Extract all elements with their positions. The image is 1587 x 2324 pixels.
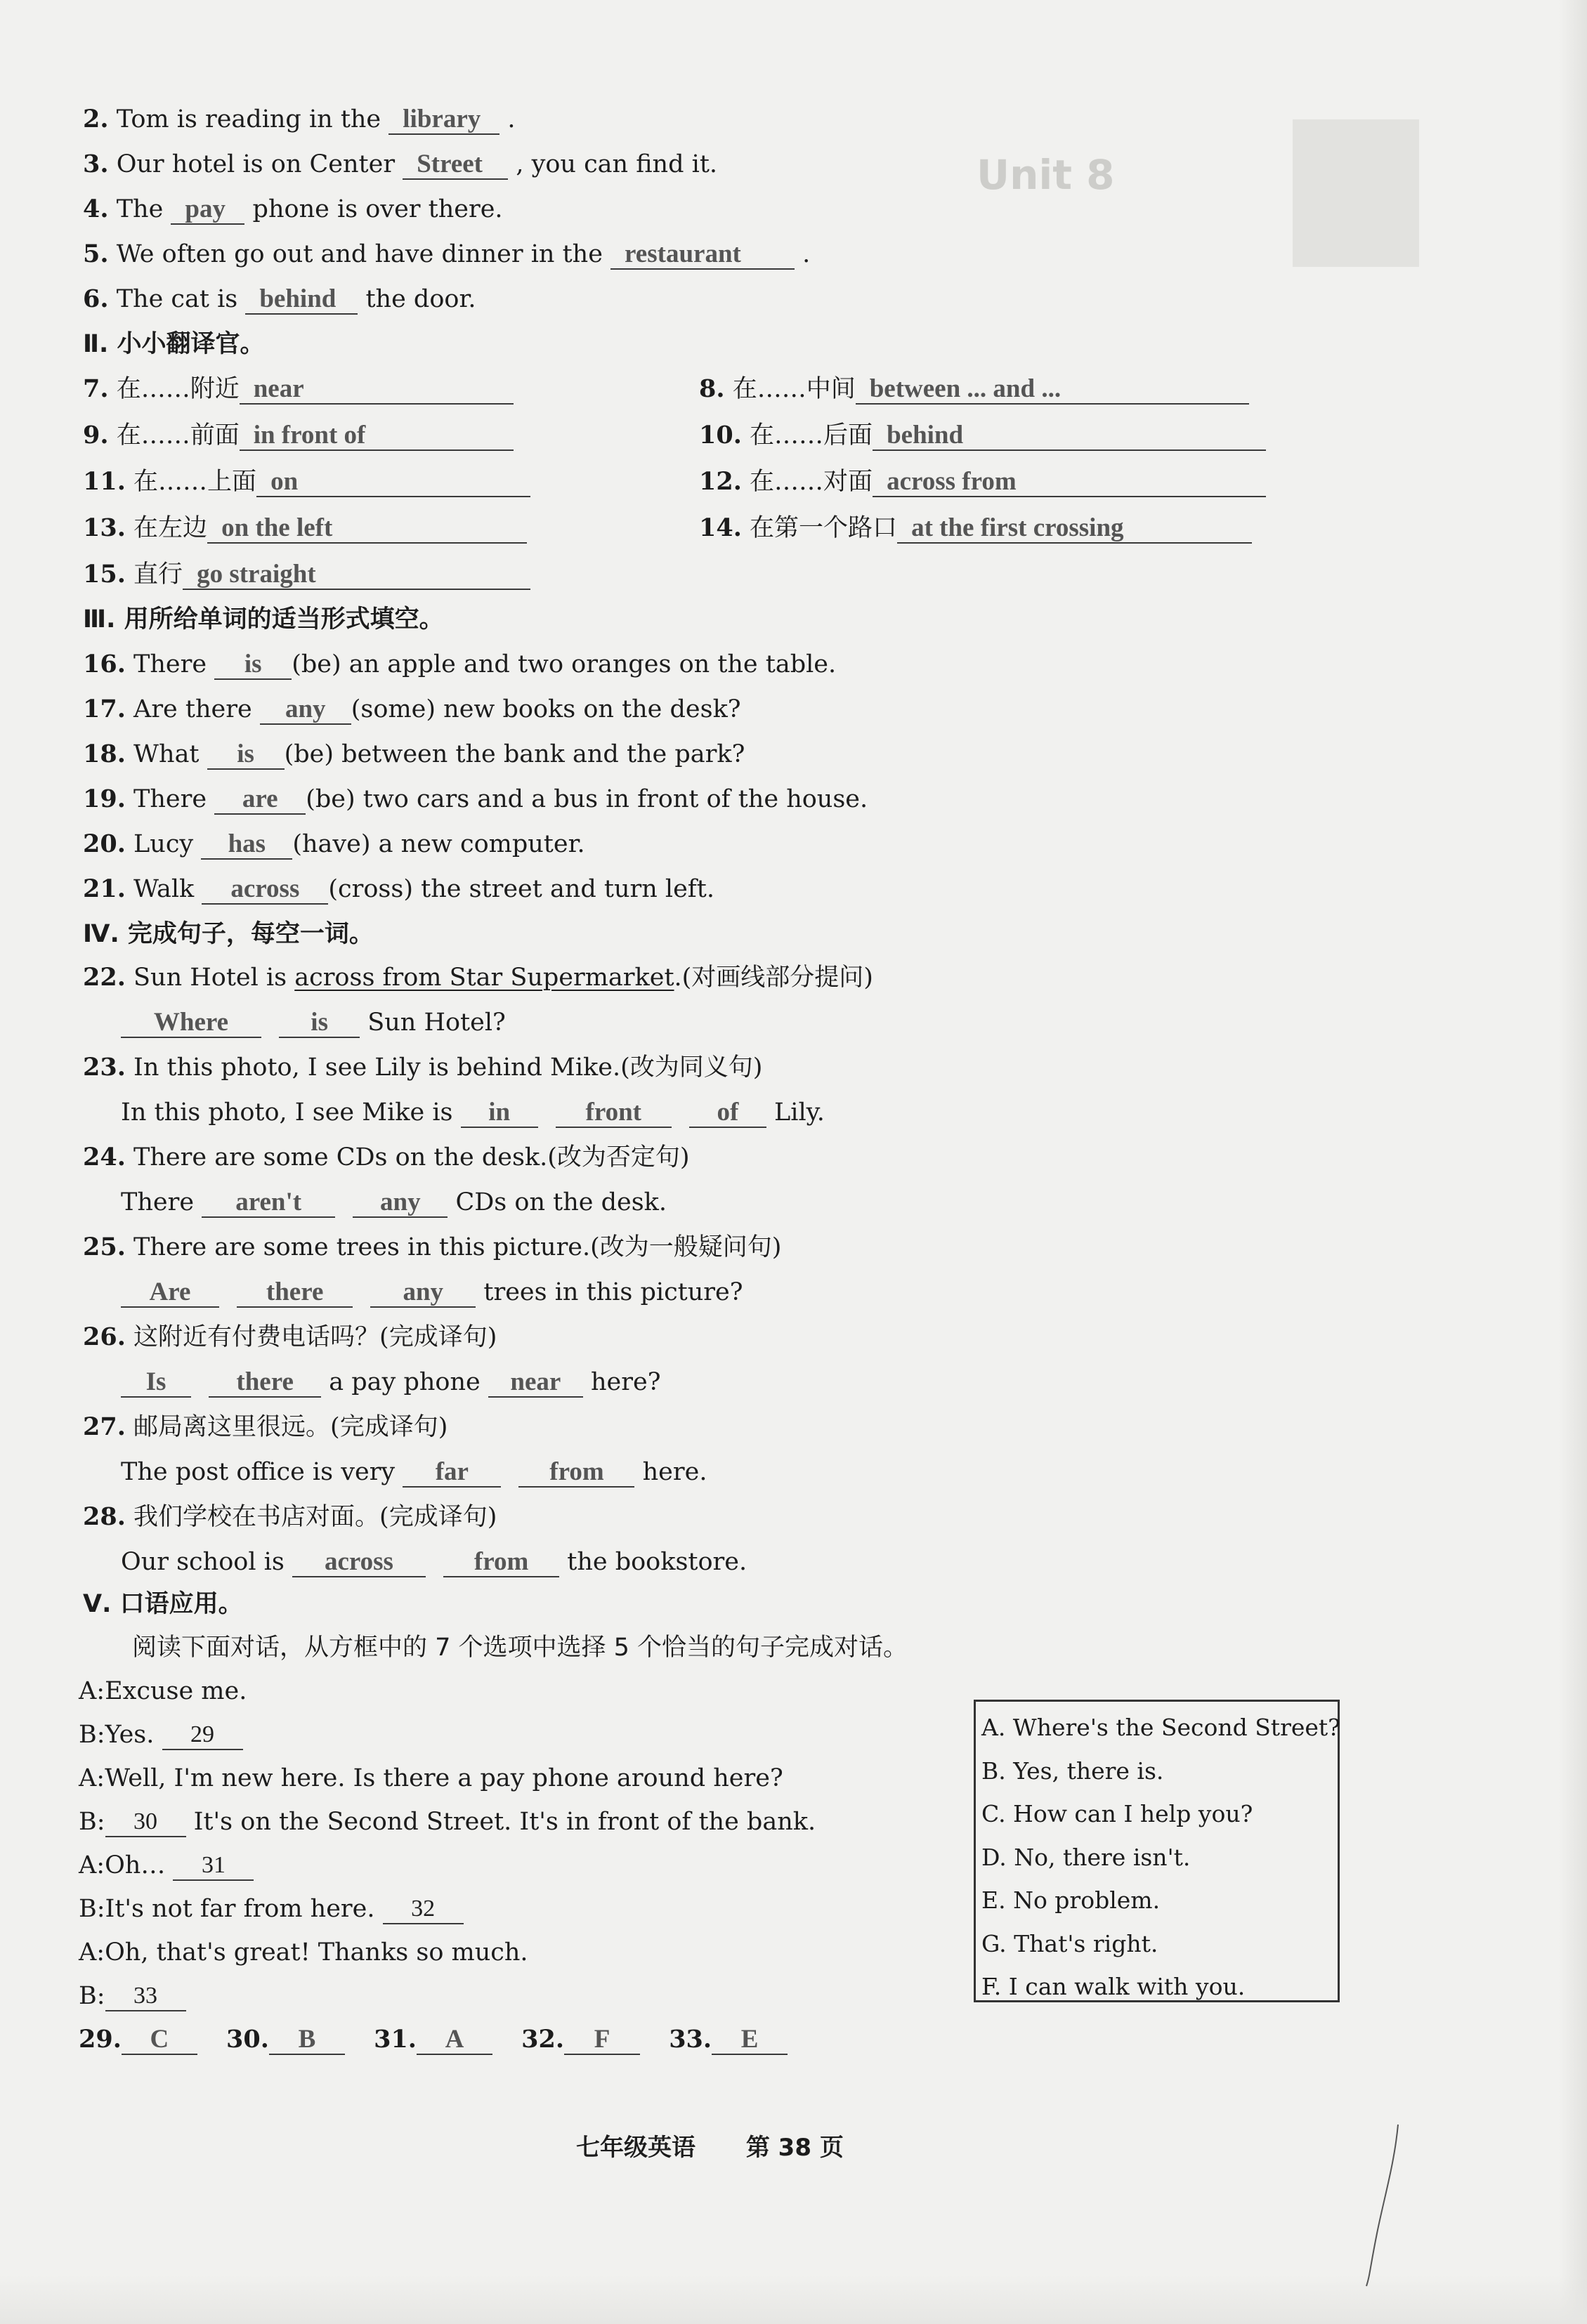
fill-item-4: 4. The pay phone is over there. [83, 195, 503, 223]
option-c: C. How can I help you? [981, 1800, 1253, 1827]
answer-blank[interactable]: F [564, 2026, 640, 2055]
answer-blank[interactable]: E [712, 2026, 788, 2055]
page-footer [576, 2128, 844, 2162]
answer-blank[interactable]: Street [403, 150, 508, 180]
sentence-item-26-answer: Is there a pay phone near here? [121, 1367, 660, 1398]
answer-blank[interactable]: is [214, 650, 292, 680]
translation-item-14: 14. 在第一个路口 at the first crossing [699, 513, 1252, 544]
answer-blank[interactable]: in front of [240, 421, 514, 451]
fill-item-3: 3. Our hotel is on Center Street , you can find it. [83, 150, 718, 178]
answer-blank[interactable]: are [214, 785, 306, 815]
sentence-item-26: 26. 这附近有付费电话吗？(完成译句) [83, 1322, 497, 1351]
translation-item-8: 8. 在……中间 between ... and ... [699, 374, 1249, 405]
sentence-item-25-answer: Are there any trees in this picture? [121, 1277, 743, 1308]
answer-blank[interactable]: A [417, 2026, 492, 2055]
translation-item-9: 9. 在……前面 in front of [83, 420, 514, 451]
answer-blank[interactable]: at the first crossing [897, 514, 1252, 544]
answer-blank[interactable]: 30 [105, 1808, 186, 1837]
sentence-item-27: 27. 邮局离这里很远。(完成译句) [83, 1412, 448, 1441]
option-e: E. No problem. [981, 1886, 1161, 1914]
answer-blank[interactable]: Where [121, 1009, 261, 1038]
dialog-line-8: B: 33 [79, 1981, 186, 2011]
footer-subject: 七年级英语 [576, 2134, 695, 2162]
answer-blank[interactable]: from [518, 1458, 634, 1488]
answer-blank[interactable]: on [256, 468, 530, 497]
dialog-line-1: A:Excuse me. [79, 1677, 247, 1705]
scan-bottom-shadow [0, 2275, 1587, 2324]
dialog-instructions: 阅读下面对话，从方框中的 7 个选项中选择 5 个恰当的句子完成对话。 [132, 1634, 908, 1662]
answer-blank[interactable]: aren't [202, 1188, 335, 1218]
answer-blank[interactable]: is [279, 1009, 360, 1038]
answer-blank[interactable]: 29 [162, 1721, 243, 1750]
answer-blank[interactable]: C [122, 2026, 197, 2055]
option-a: A. Where's the Second Street? [981, 1714, 1340, 1741]
answer-blank[interactable]: from [443, 1548, 559, 1577]
section-heading-3: Ⅲ. 用所给单词的适当形式填空。 [83, 605, 444, 633]
fill-item-2: 2. Tom is reading in the library . [83, 105, 516, 133]
answer-blank[interactable]: far [403, 1458, 501, 1488]
bleed-through-block [1293, 119, 1419, 267]
answer-blank[interactable]: any [353, 1188, 448, 1218]
answer-blank[interactable]: is [207, 740, 285, 770]
form-item-17: 17. Are there any (some) new books on the desk? [83, 695, 741, 723]
sentence-item-22: 22. Sun Hotel is across from Star Supermarket.(对画线部分提问) [83, 963, 873, 992]
sentence-item-22-answer: Where is Sun Hotel? [121, 1007, 506, 1038]
sentence-item-28-answer: Our school is across from the bookstore. [121, 1547, 747, 1576]
answer-blank[interactable]: near [240, 375, 514, 405]
translation-item-11: 11. 在……上面 on [83, 466, 530, 497]
fill-item-6: 6. The cat is behind the door. [83, 284, 476, 313]
sentence-item-25: 25. There are some trees in this picture.(改为一般疑问句) [83, 1233, 782, 1261]
answer-blank[interactable]: restaurant [610, 240, 795, 270]
form-item-20: 20. Lucy has (have) a new computer. [83, 829, 585, 858]
answer-blank[interactable]: there [209, 1368, 321, 1398]
sentence-item-27-answer: The post office is very far from here. [121, 1457, 707, 1486]
dialog-line-7: A:Oh, that's great! Thanks so much. [79, 1938, 528, 1967]
answer-blank[interactable]: 33 [105, 1982, 186, 2011]
answer-blank[interactable]: between ... and ... [856, 375, 1249, 405]
answer-blank[interactable]: has [201, 830, 292, 860]
answer-blank[interactable]: any [370, 1278, 476, 1308]
option-b: B. Yes, there is. [981, 1757, 1164, 1785]
translation-item-13: 13. 在左边 on the left [83, 513, 527, 544]
section-heading-5: Ⅴ. 口语应用。 [83, 1590, 243, 1618]
form-item-19: 19. There are (be) two cars and a bus in front of the house. [83, 784, 868, 813]
answer-blank[interactable]: in [461, 1098, 538, 1128]
sentence-item-24: 24. There are some CDs on the desk.(改为否定句) [83, 1143, 690, 1171]
answer-blank[interactable]: across [292, 1548, 426, 1577]
option-d: D. No, there isn't. [981, 1843, 1191, 1871]
answer-blank[interactable]: front [556, 1098, 672, 1128]
answer-blank[interactable]: 31 [173, 1851, 254, 1881]
dialog-line-3: A:Well, I'm new here. Is there a pay phone around here? [79, 1764, 783, 1792]
options-box [974, 1700, 1340, 2002]
answer-row: 29. C 30. B 31. A 32. F 33. E [79, 2024, 788, 2055]
answer-blank[interactable]: near [488, 1368, 583, 1398]
section-heading-2: Ⅱ. 小小翻译官。 [83, 330, 265, 358]
sentence-item-28: 28. 我们学校在书店对面。(完成译句) [83, 1502, 497, 1531]
answer-blank[interactable]: behind [873, 421, 1266, 451]
answer-blank[interactable]: across from [873, 468, 1266, 497]
pen-scribble [1356, 2121, 1412, 2290]
footer-page-number: 第 38 页 [745, 2134, 844, 2162]
answer-blank[interactable]: any [260, 695, 351, 725]
translation-item-15: 15. 直行 go straight [83, 559, 530, 590]
translation-item-7: 7. 在……附近 near [83, 374, 514, 405]
translation-item-10: 10. 在……后面 behind [699, 420, 1266, 451]
dialog-line-5: A:Oh… 31 [79, 1850, 254, 1881]
answer-blank[interactable]: behind [245, 285, 358, 315]
answer-blank[interactable]: go straight [183, 560, 530, 590]
answer-blank[interactable]: library [388, 105, 499, 135]
option-g: G. That's right. [981, 1929, 1158, 1957]
answer-blank[interactable]: Is [121, 1368, 191, 1398]
section-heading-4: Ⅳ. 完成句子，每空一词。 [83, 920, 374, 948]
sentence-item-24-answer: There aren't any CDs on the desk. [121, 1188, 667, 1216]
scan-edge-shadow [1559, 0, 1587, 2324]
answer-blank[interactable]: Are [121, 1278, 219, 1308]
answer-blank[interactable]: across [202, 875, 328, 905]
sentence-item-23: 23. In this photo, I see Lily is behind Mike.(改为同义句) [83, 1053, 763, 1082]
dialog-line-2: B:Yes. 29 [79, 1719, 243, 1750]
answer-blank[interactable]: pay [171, 195, 244, 225]
answer-blank[interactable]: B [269, 2026, 345, 2055]
form-item-21: 21. Walk across (cross) the street and turn left. [83, 874, 714, 903]
sentence-item-23-answer: In this photo, I see Mike is in front of Lily. [121, 1098, 825, 1127]
answer-blank[interactable]: 32 [383, 1895, 464, 1924]
form-item-16: 16. There is (be) an apple and two oranges on the table. [83, 650, 837, 678]
option-f: F. I can walk with you. [981, 1973, 1246, 2000]
form-item-18: 18. What is (be) between the bank and the park? [83, 740, 745, 768]
dialog-line-4: B: 30 It's on the Second Street. It's in front of the bank. [79, 1808, 816, 1836]
answer-blank[interactable]: there [237, 1278, 353, 1308]
answer-blank[interactable]: of [689, 1098, 766, 1128]
fill-item-5: 5. We often go out and have dinner in the restaurant . [83, 239, 811, 268]
dialog-line-6: B:It's not far from here. 32 [79, 1893, 464, 1924]
answer-blank[interactable]: on the left [207, 514, 527, 544]
translation-item-12: 12. 在……对面 across from [699, 466, 1266, 497]
bleed-through-text: Unit 8 [977, 151, 1115, 199]
underlined-phrase: across from Star Supermarket [294, 964, 674, 992]
